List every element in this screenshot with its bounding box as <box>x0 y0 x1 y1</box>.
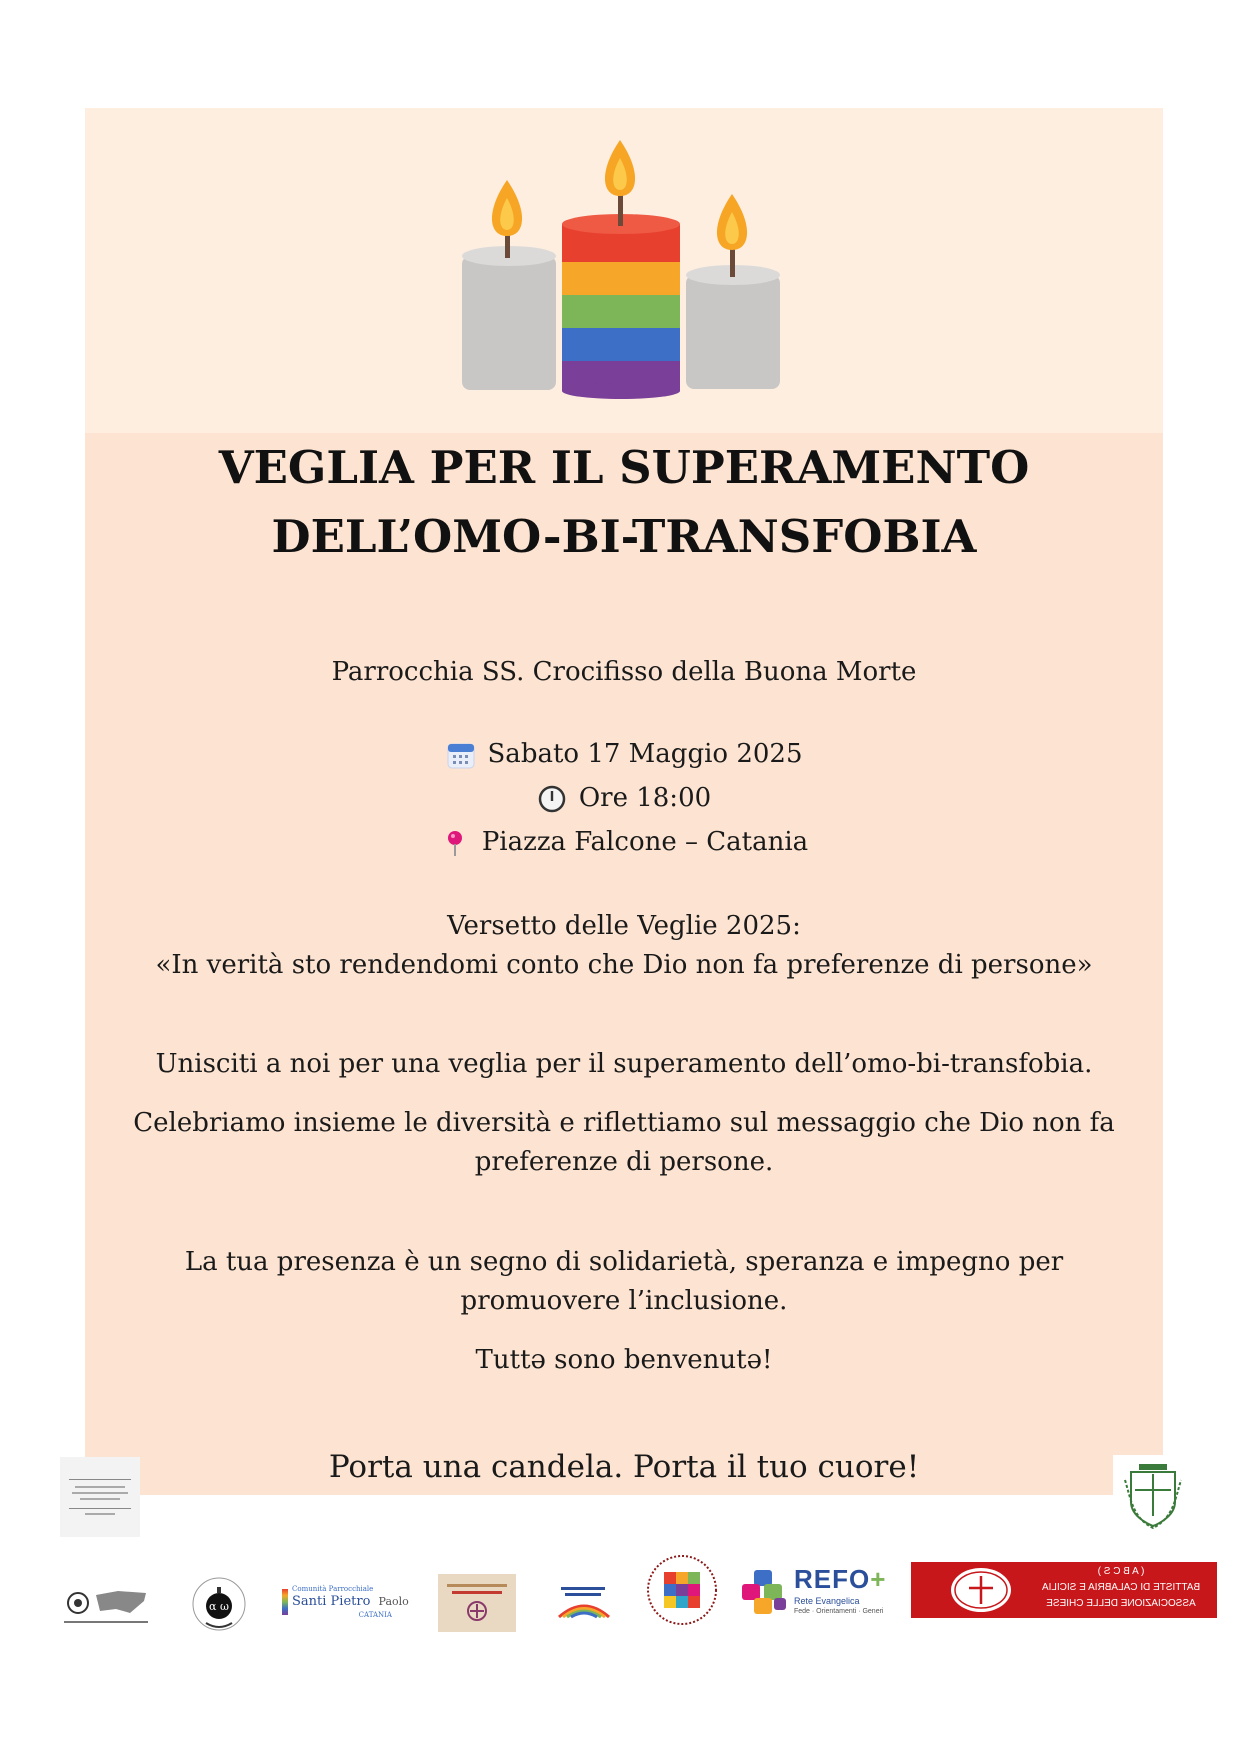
date-text: Sabato 17 Maggio 2025 <box>487 739 803 769</box>
time-text: Ore 18:00 <box>578 783 712 813</box>
rainbow-candles-illustration <box>455 132 785 412</box>
refo-sub-1: Rete Evangelica <box>794 1596 860 1606</box>
grey-candle-right <box>686 194 780 389</box>
abcs-line-3: ASSOCIAZIONE DELLE CHIESE <box>1046 1598 1196 1609</box>
event-time <box>85 779 1163 818</box>
paragraph-invite: Unisciti a noi per una veglia per il superamento dell’omo-bi-transfobia. <box>155 1049 1093 1079</box>
clock-icon <box>537 784 567 814</box>
santi-line-4: CATANIA <box>358 1611 392 1619</box>
abcs-line-1: ( A B C S ) <box>1097 1566 1145 1577</box>
abcs-association-logo <box>911 1562 1217 1618</box>
pin-icon <box>440 828 470 858</box>
santi-line-2: Santi Pietro <box>292 1594 371 1609</box>
svg-text:α ω: α ω <box>209 1600 229 1613</box>
event-place <box>85 823 1163 862</box>
place-text: Piazza Falcone – Catania <box>481 827 809 857</box>
grey-candle-left <box>462 180 556 390</box>
title-line-1: VEGLIA PER IL SUPERAMENTO <box>218 441 1030 494</box>
paragraph-celebrate-line-2: preferenze di persone. <box>474 1147 774 1177</box>
paragraph-celebrate <box>85 1104 1163 1182</box>
coat-of-arms-logo <box>1113 1455 1193 1535</box>
santi-line-1: Comunità Parrocchiale <box>292 1585 374 1593</box>
paragraph-presence-line-2: promuovere l’inclusione. <box>460 1286 788 1316</box>
closing-slogan: Porta una candela. Porta il tuo cuore! <box>328 1449 920 1485</box>
paragraph-presence-line-1: La tua presenza è un segno di solidarietà, speranza e impegno per <box>184 1247 1064 1277</box>
event-date <box>85 735 1163 774</box>
refo-name: REFO+ <box>794 1564 887 1594</box>
sicily-church-logo <box>60 1581 152 1627</box>
sanctuary-logo <box>438 1574 516 1632</box>
welcome-text: Tuttə sono benvenutə! <box>475 1345 773 1375</box>
refo-puzzle-icon <box>740 1568 790 1618</box>
rainbow-association-logo <box>555 1581 613 1621</box>
community-circle-logo <box>642 1550 722 1630</box>
poster-title <box>85 433 1163 571</box>
calendar-icon <box>446 740 476 770</box>
abcs-line-2: BATTISTE DI CALABRIA E SICILIA <box>1041 1582 1201 1593</box>
sanctuary-emblem-icon <box>466 1600 488 1622</box>
santi-line-3: Paolo <box>378 1595 409 1608</box>
verse-text: «In verità sto rendendomi conto che Dio non fa preferenze di persone» <box>155 950 1093 980</box>
coat-of-arms-icon <box>1121 1460 1185 1530</box>
refo-sub-2: Fede · Orientamenti · Generi <box>794 1608 884 1615</box>
abcs-emblem-icon <box>949 1566 1013 1614</box>
title-line-2: DELL’OMO-BI-TRANSFOBIA <box>271 510 977 563</box>
santi-pietro-paolo-logo <box>282 1585 409 1621</box>
christian-church-logo <box>188 1573 250 1635</box>
refo-logo <box>740 1562 890 1622</box>
parish-logo <box>60 1457 140 1537</box>
paragraph-celebrate-line-1: Celebriamo insieme le diversità e riflettiamo sul messaggio che Dio non fa <box>133 1108 1115 1138</box>
paragraph-presence <box>85 1243 1163 1321</box>
parish-name: Parrocchia SS. Crocifisso della Buona Morte <box>331 657 917 687</box>
rainbow-candle <box>562 140 680 399</box>
verse-label: Versetto delle Veglie 2025: <box>447 911 801 941</box>
